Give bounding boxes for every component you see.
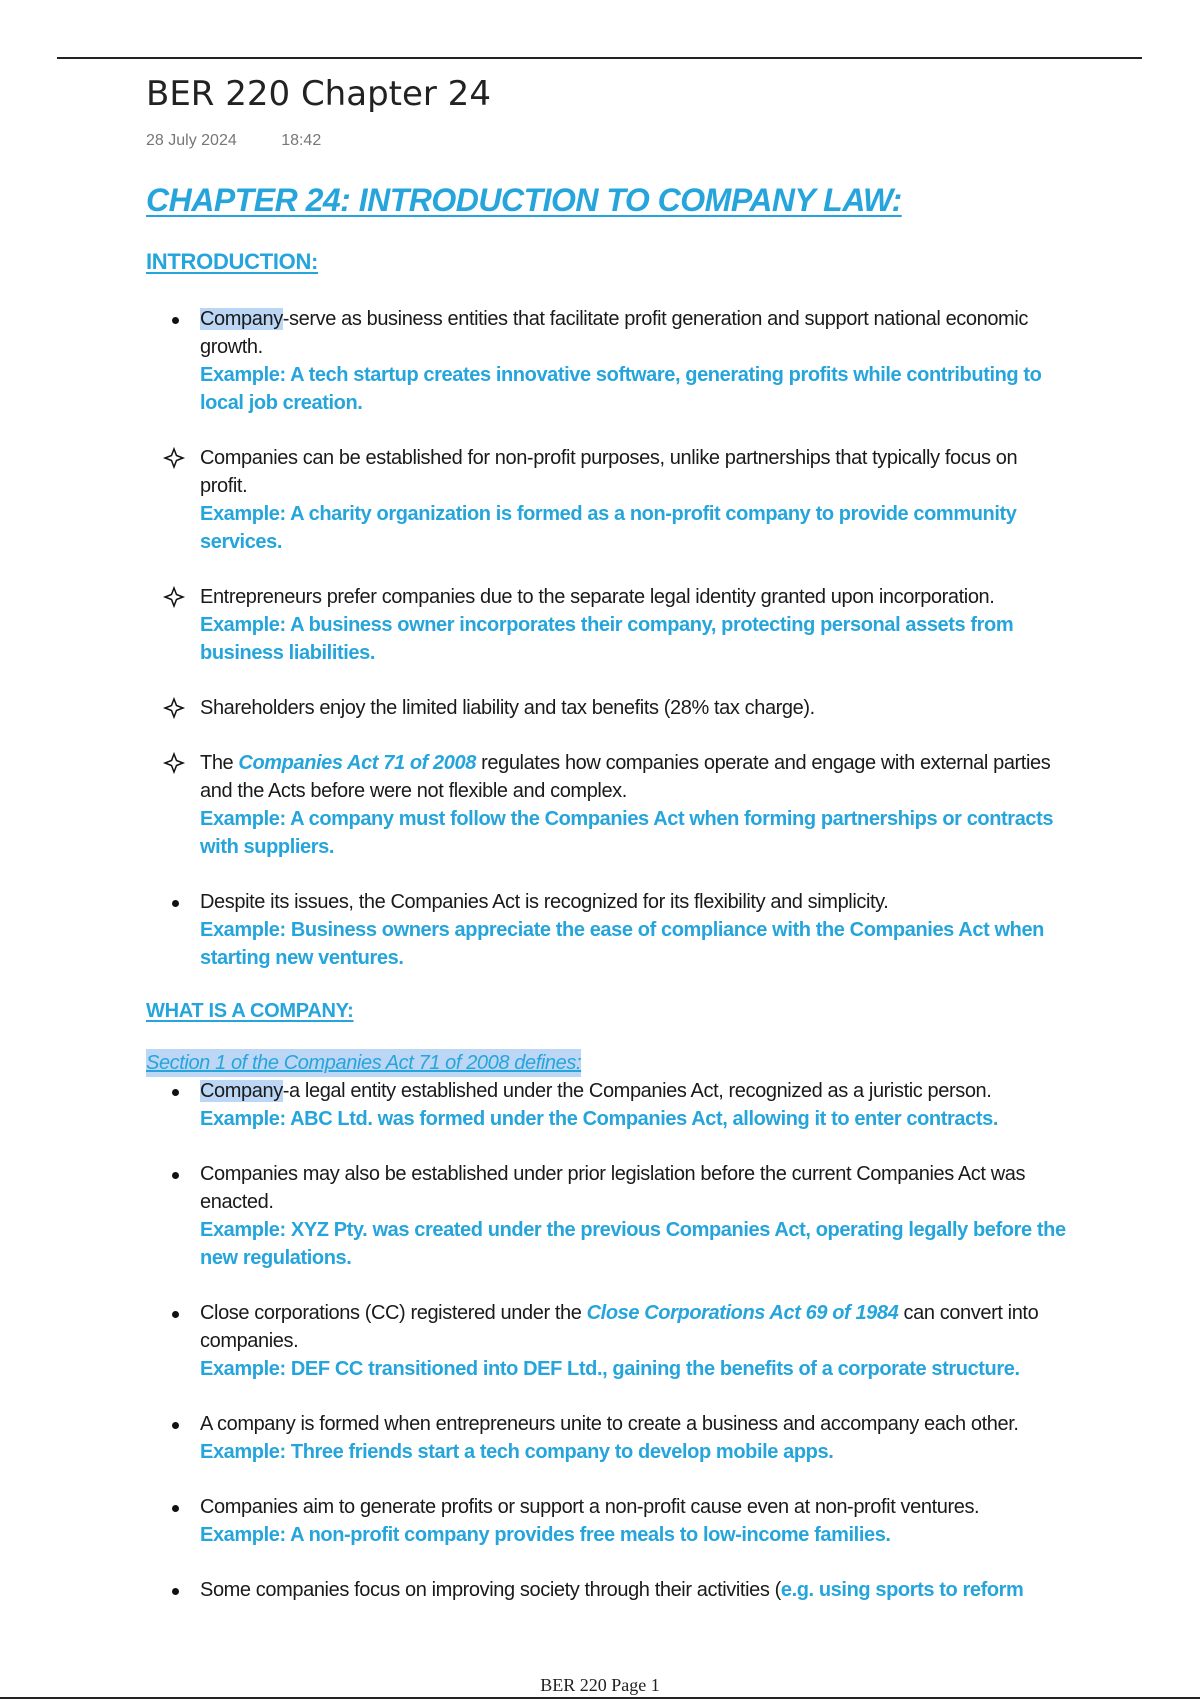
act-reference: Companies Act 71 of 2008	[238, 752, 476, 774]
term-highlight: Company	[200, 308, 283, 330]
example-text: Example: DEF CC transitioned into DEF Ltd., gaining the benefits of a corporate structure.	[200, 1358, 1020, 1380]
section-definition: Section 1 of the Companies Act 71 of 2008 defines:	[146, 1049, 581, 1077]
bullet-dot-icon	[172, 1089, 179, 1096]
example-text: Example: XYZ Pty. was created under the previous Companies Act, operating legally before the new regulations.	[200, 1219, 1066, 1269]
intro-list	[146, 305, 1066, 972]
page-content	[146, 182, 1066, 1604]
bullet-dot-icon	[172, 1422, 179, 1429]
list-item	[146, 749, 1066, 861]
item-text-pre: Close corporations (CC) registered under the	[200, 1302, 587, 1324]
list-item	[146, 694, 1066, 722]
item-text: Despite its issues, the Companies Act is recognized for its flexibility and simplicity.	[200, 891, 889, 913]
item-text: -serve as business entities that facilitate profit generation and support national economic growth.	[200, 308, 1028, 358]
item-text: Companies can be established for non-profit purposes, unlike partnerships that typically focus on profit.	[200, 447, 1018, 497]
item-text: -a legal entity established under the Companies Act, recognized as a juristic person.	[282, 1080, 992, 1102]
bullet-dot-icon	[172, 900, 179, 907]
star-bullet-icon	[162, 583, 186, 611]
page-title: BER 220 Chapter 24	[146, 74, 491, 114]
example-text: Example: A business owner incorporates their company, protecting personal assets from business liabilities.	[200, 614, 1014, 664]
page-time: 18:42	[281, 132, 322, 149]
item-text-post: can convert into companies.	[200, 1302, 1039, 1352]
section-definition-line	[146, 1049, 1066, 1077]
section-heading-what-is-a-company: WHAT IS A COMPANY:	[146, 1000, 354, 1022]
example-text: Example: A non-profit company provides free meals to low-income families.	[200, 1524, 891, 1546]
example-text: Example: A company must follow the Companies Act when forming partnerships or contracts with suppliers.	[200, 808, 1054, 858]
list-item	[146, 1077, 1066, 1133]
bullet-dot-icon	[172, 1505, 179, 1512]
footer-rule	[0, 1697, 1200, 1699]
example-text: Example: Three friends start a tech company to develop mobile apps.	[200, 1441, 834, 1463]
list-item	[146, 1299, 1066, 1383]
bullet-dot-icon	[172, 1588, 179, 1595]
item-text-pre: Some companies focus on improving society through their activities (	[200, 1579, 781, 1601]
example-text: Example: A charity organization is formed as a non-profit company to provide community services.	[200, 503, 1017, 553]
list-item	[146, 888, 1066, 972]
term-highlight: Company	[200, 1080, 283, 1102]
item-text-post: regulates how companies operate and engage with external parties and the Acts before were not flexible and complex.	[200, 752, 1051, 802]
item-text: A company is formed when entrepreneurs unite to create a business and accompany each other.	[200, 1413, 1019, 1435]
act-reference: Close Corporations Act 69 of 1984	[586, 1302, 899, 1324]
list-item	[146, 305, 1066, 417]
item-text-pre: The	[200, 752, 239, 774]
item-text: Companies may also be established under prior legislation before the current Companies Act was enacted.	[200, 1163, 1026, 1213]
bullet-dot-icon	[172, 317, 179, 324]
item-text: Companies aim to generate profits or support a non-profit cause even at non-profit ventures.	[200, 1496, 980, 1518]
bullet-dot-icon	[172, 1311, 179, 1318]
bullet-dot-icon	[172, 1172, 179, 1179]
example-text: Example: Business owners appreciate the ease of compliance with the Companies Act when starting new ventures.	[200, 919, 1044, 969]
list-item	[146, 583, 1066, 667]
header-rule	[57, 57, 1142, 59]
list-item	[146, 1493, 1066, 1549]
page-meta	[146, 132, 321, 150]
item-text: Entrepreneurs prefer companies due to the separate legal identity granted upon incorporation.	[200, 586, 995, 608]
page-date: 28 July 2024	[146, 132, 237, 149]
item-text: Shareholders enjoy the limited liability and tax benefits (28% tax charge).	[200, 697, 815, 719]
star-bullet-icon	[162, 444, 186, 472]
star-bullet-icon	[162, 749, 186, 777]
section-heading-introduction: INTRODUCTION:	[146, 249, 319, 274]
chapter-heading: CHAPTER 24: INTRODUCTION TO COMPANY LAW:	[146, 182, 902, 218]
list-item	[146, 1576, 1066, 1604]
example-text: Example: ABC Ltd. was formed under the Companies Act, allowing it to enter contracts.	[200, 1108, 998, 1130]
star-bullet-icon	[162, 694, 186, 722]
list-item	[146, 1410, 1066, 1466]
list-item	[146, 1160, 1066, 1272]
example-inline: e.g. using sports to reform	[780, 1579, 1024, 1601]
example-text: Example: A tech startup creates innovative software, generating profits while contributing to local job creation.	[200, 364, 1042, 414]
list-item	[146, 444, 1066, 556]
page-footer: BER 220 Page 1	[540, 1675, 660, 1695]
company-list	[146, 1077, 1066, 1604]
